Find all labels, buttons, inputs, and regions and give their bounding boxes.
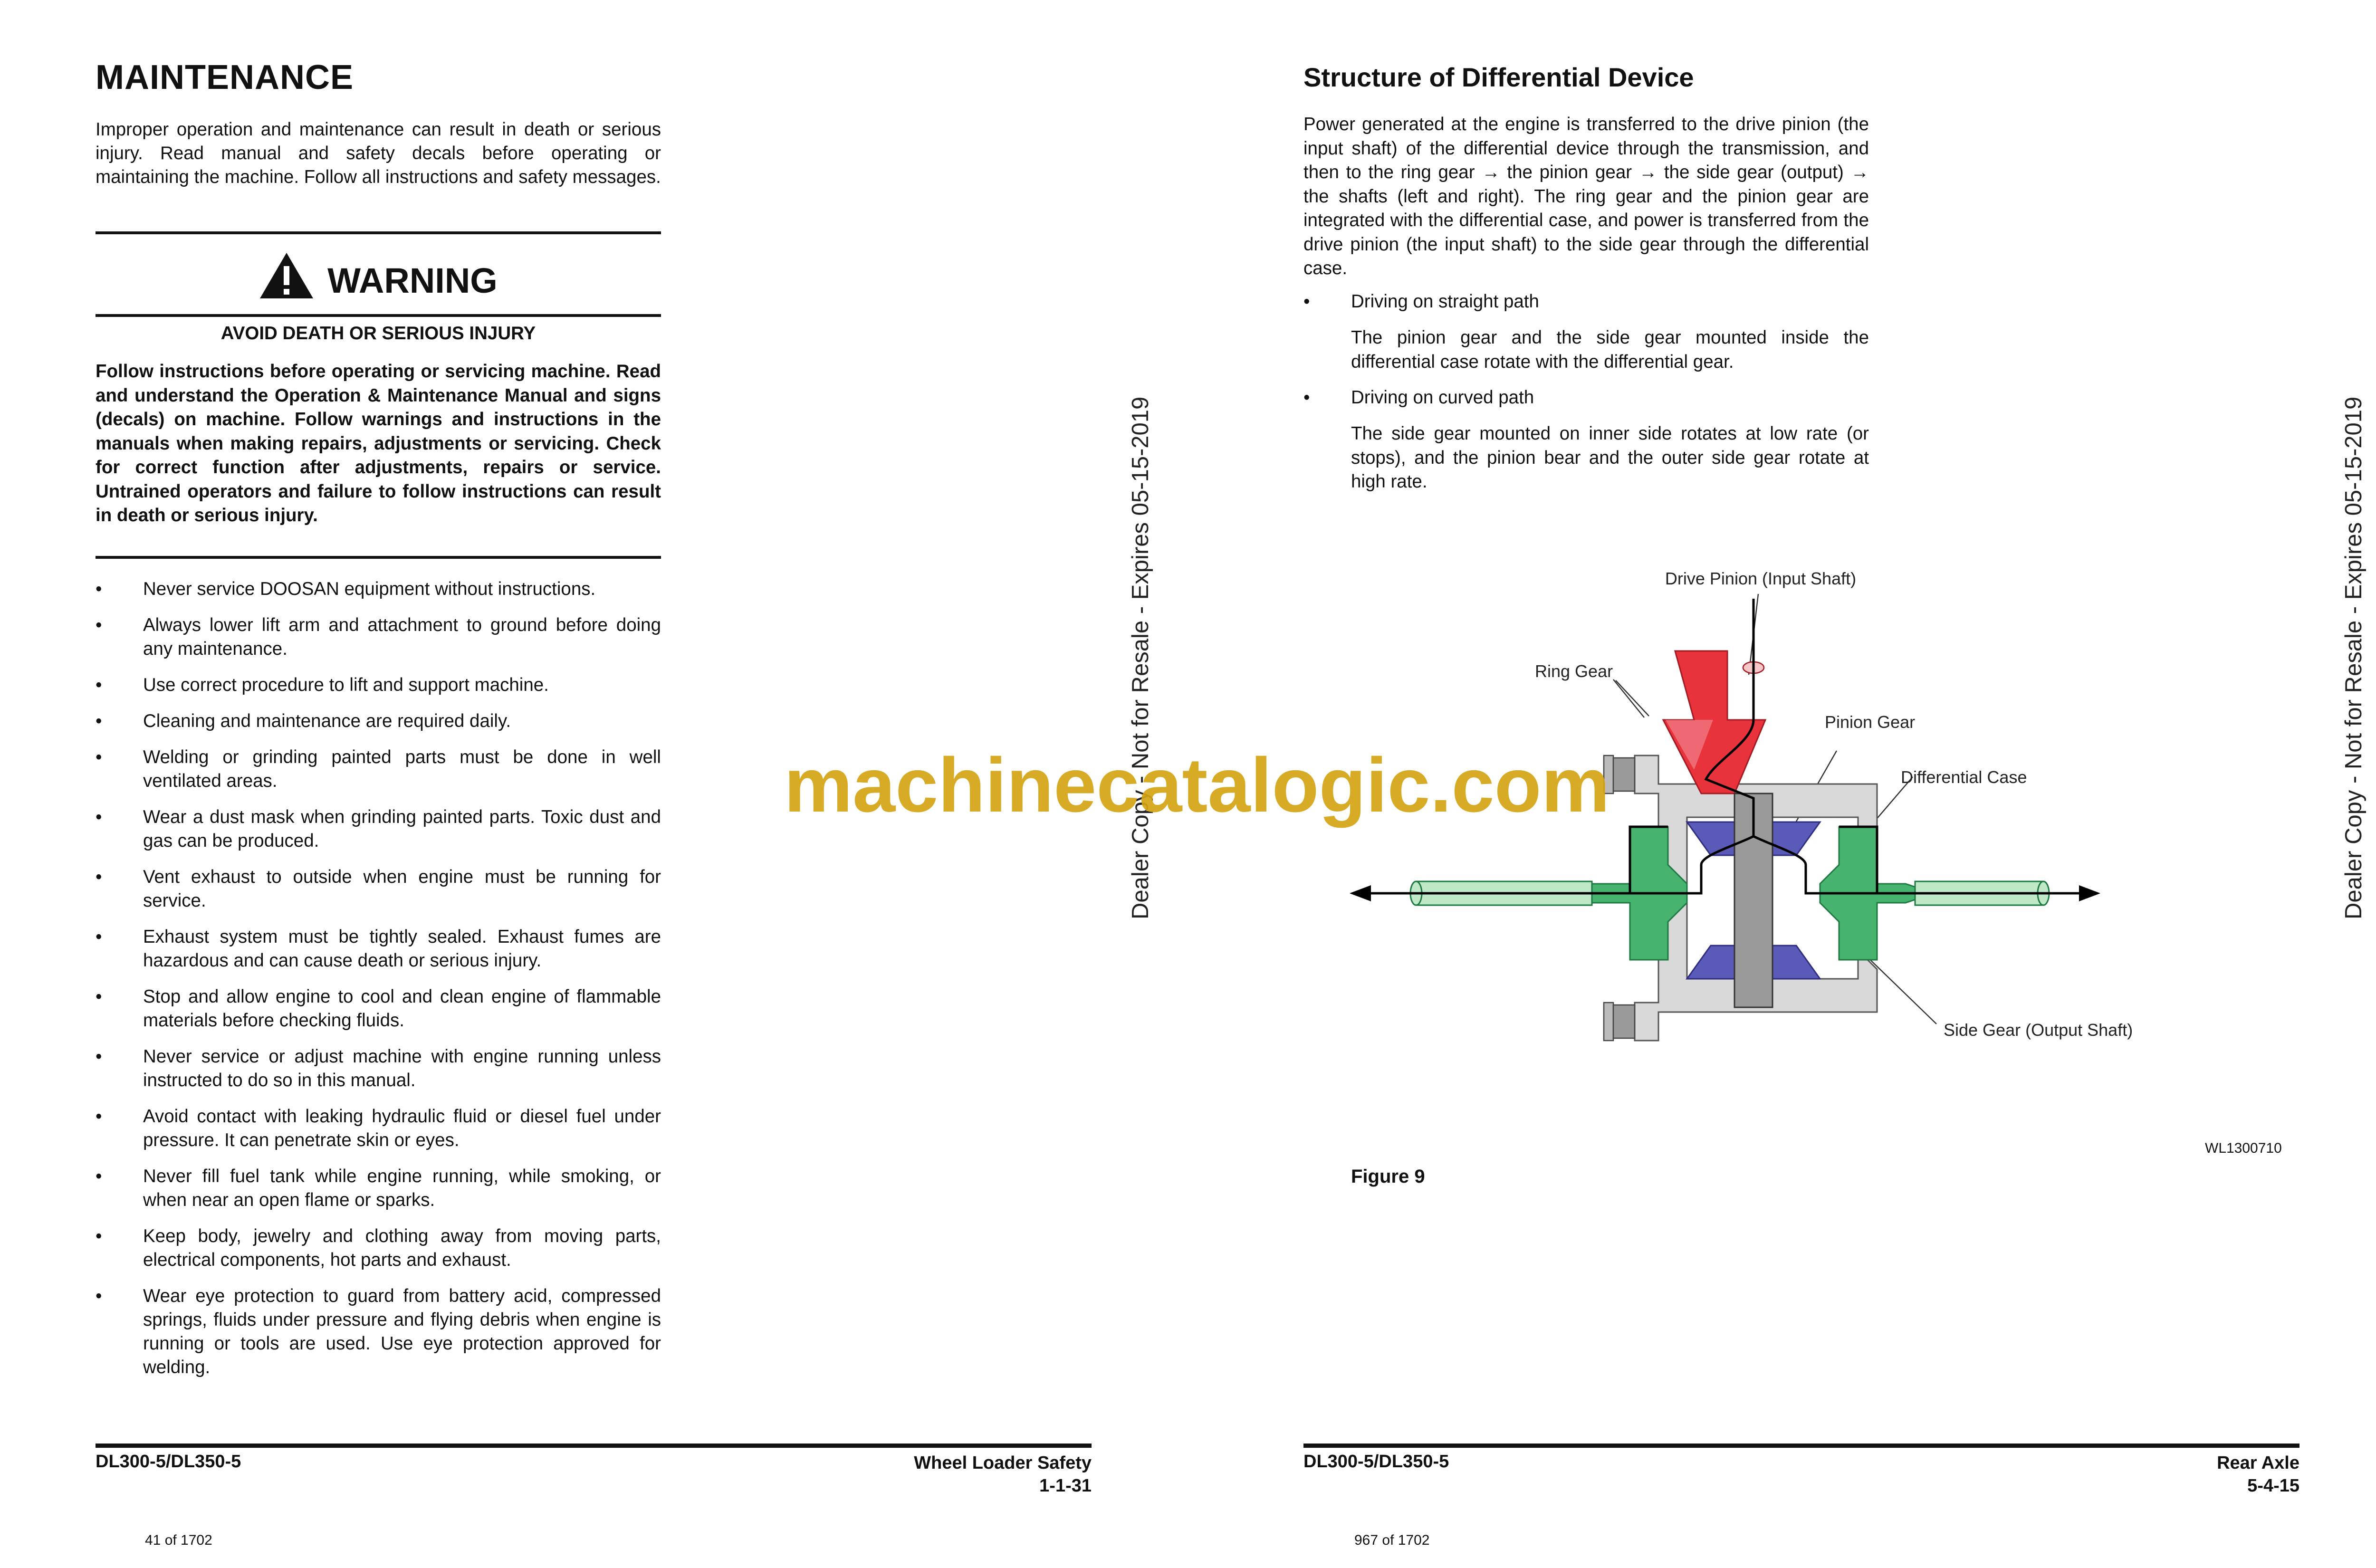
list-item: • Keep body, jewelry and clothing away from moving parts, electrical components, hot parts and exhaust. xyxy=(96,1224,661,1272)
footer-section xyxy=(808,1452,1092,1497)
warning-triangle-icon xyxy=(259,252,314,299)
warning-subheading: AVOID DEATH OR SERIOUS INJURY xyxy=(220,323,536,344)
differential-diagram xyxy=(1421,561,2133,1107)
page-count: 41 of 1702 xyxy=(145,1532,212,1548)
bullet-description: The pinion gear and the side gear mounted inside the differential case rotate with the differential gear. xyxy=(1351,327,1869,372)
label-pinion-gear: Pinion Gear xyxy=(1825,712,1916,732)
list-item: • Avoid contact with leaking hydraulic fluid or diesel fuel under pressure. It can penetrate skin or eyes. xyxy=(96,1105,661,1152)
page-count: 967 of 1702 xyxy=(1354,1532,1430,1548)
label-drive-pinion: Drive Pinion (Input Shaft) xyxy=(1665,569,1857,588)
footer-section-title: Wheel Loader Safety xyxy=(914,1453,1092,1473)
list-item: • Use correct procedure to lift and support machine. xyxy=(96,673,661,697)
footer-section-title: Rear Axle xyxy=(2217,1453,2299,1473)
list-item: • Wear a dust mask when grinding painted parts. Toxic dust and gas can be produced. xyxy=(96,805,661,853)
footer-section-number: 1-1-31 xyxy=(1039,1476,1092,1496)
list-item: • Never fill fuel tank while engine running, while smoking, or when near an open flame or sparks. xyxy=(96,1165,661,1212)
vertical-watermark: Dealer Copy - Not for Resale - Expires 05-15-2019 xyxy=(1128,396,1153,919)
page-title: MAINTENANCE xyxy=(96,58,354,96)
bullet-label: Driving on curved path xyxy=(1351,387,1534,408)
list-item: • Always lower lift arm and attachment to ground before doing any maintenance. xyxy=(96,613,661,661)
label-ring-gear: Ring Gear xyxy=(1535,661,1613,681)
figure-code: WL1300710 xyxy=(2205,1140,2282,1156)
figure-caption: Figure 9 xyxy=(1351,1166,1425,1187)
footer-model: DL300-5/DL350-5 xyxy=(96,1452,241,1472)
bullet-label: Driving on straight path xyxy=(1351,291,1539,312)
footer-section xyxy=(2015,1452,2299,1497)
footer-model: DL300-5/DL350-5 xyxy=(1303,1452,1449,1472)
list-item: • Never service DOOSAN equipment without instructions. xyxy=(96,577,661,601)
warning-label: WARNING xyxy=(327,261,498,300)
warning-body: Follow instructions before operating or servicing machine. Read and understand the Operation & Maintenance Manual and signs (decals) on machine. Follow warnings and instructions in the manuals when making repairs, adjustments or servicing. Check for correct function after adjustments, repairs or service. Untrained operators and failure to follow instructions can result in death or serious injury. xyxy=(96,361,661,526)
warning-header xyxy=(96,252,661,301)
list-item: • Wear eye protection to guard from battery acid, compressed springs, fluids under pressure and flying debris when engine is running or tools are used. Use eye protection approved for welding. xyxy=(96,1284,661,1379)
footer-rule xyxy=(1303,1444,2299,1448)
vertical-watermark: Dealer Copy - Not for Resale - Expires 05-15-2019 xyxy=(2341,396,2366,919)
list-item: • Never service or adjust machine with engine running unless instructed to do so in this manual. xyxy=(96,1045,661,1092)
arrow-left-icon xyxy=(1350,885,1371,901)
bullet-description: The side gear mounted on inner side rotates at low rate (or stops), and the pinion bear and the outer side gear rotate at high rate. xyxy=(1351,423,1869,492)
label-differential-case: Differential Case xyxy=(1901,767,2027,787)
list-item: • Welding or grinding painted parts must be done in well ventilated areas. xyxy=(96,746,661,793)
footer-section-number: 5-4-15 xyxy=(2247,1476,2299,1496)
arrow-right-icon xyxy=(2079,885,2100,901)
list-item: • Exhaust system must be tightly sealed. Exhaust fumes are hazardous and can cause death or serious injury. xyxy=(96,925,661,973)
label-side-gear: Side Gear (Output Shaft) xyxy=(1944,1020,2133,1040)
list-item: • Cleaning and maintenance are required daily. xyxy=(96,709,661,733)
warning-mid-rule xyxy=(96,314,661,317)
footer-rule xyxy=(96,1444,1092,1448)
intro-paragraph: Power generated at the engine is transferred to the drive pinion (the input shaft) of the differential device through the transmission, and then to the ring gear → the pinion gear → the side gear (output) → the shafts (left and right). The ring gear and the pinion gear are integrated with the differential case, and power is transferred from the drive pinion (the input shaft) to the side gear through the differential case. xyxy=(1303,114,1869,278)
list-item: • Vent exhaust to outside when engine must be running for service. xyxy=(96,865,661,913)
warning-top-rule xyxy=(96,231,661,234)
section-title: Structure of Differential Device xyxy=(1303,62,1694,92)
intro-paragraph: Improper operation and maintenance can result in death or serious injury. Read manual and safety decals before operating or maintaining the machine. Follow all instructions and safety messages. xyxy=(96,119,661,187)
warning-bottom-rule xyxy=(96,556,661,559)
list-item: • Stop and allow engine to cool and clean engine of flammable materials before checking fluids. xyxy=(96,985,661,1033)
site-watermark: machinecatalogic.com xyxy=(784,742,1610,828)
safety-bullet-list xyxy=(96,577,661,1392)
